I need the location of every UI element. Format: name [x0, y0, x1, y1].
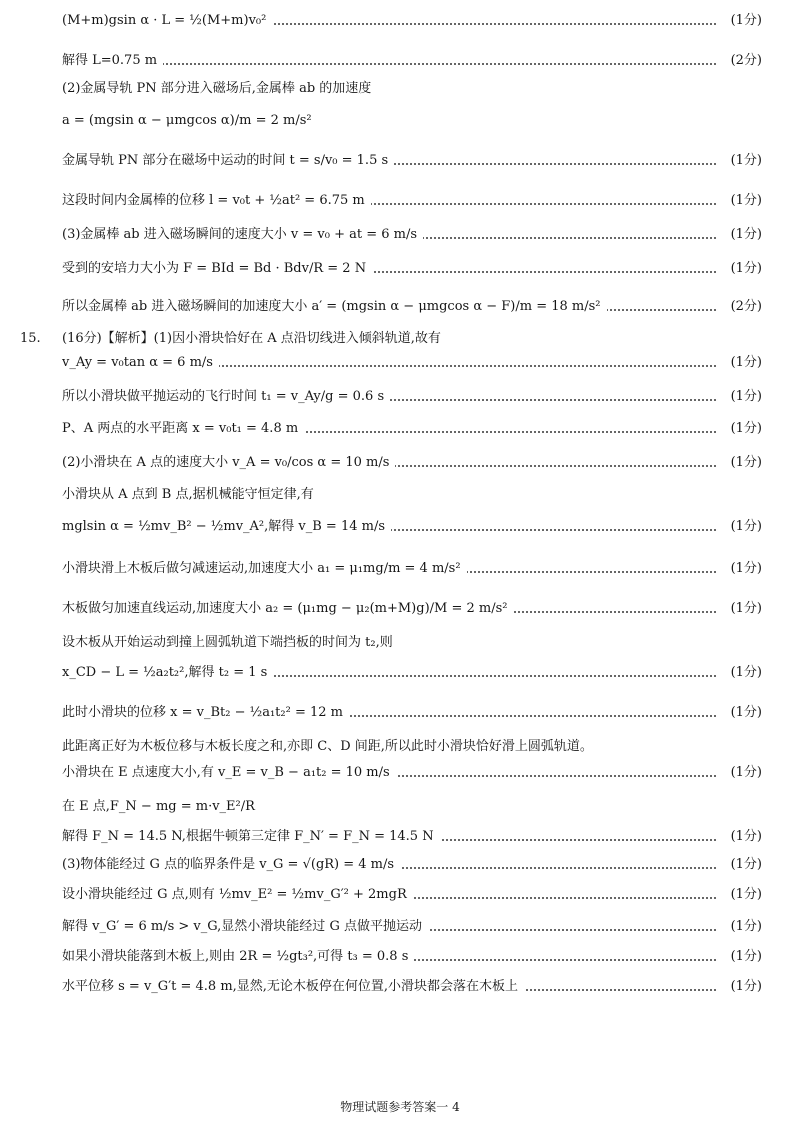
answer-line [62, 148, 762, 172]
answer-line [62, 824, 762, 848]
answer-line-text: 小滑块在 E 点速度大小,有 v_E = v_B − a₁t₂ = 10 m/s [62, 765, 396, 781]
answer-line [62, 294, 762, 318]
answer-line-text: 此时小滑块的位移 x = v_Bt₂ − ½a₁t₂² = 12 m [62, 705, 349, 721]
answer-line-score: (1分) [727, 421, 762, 437]
answer-line-score: (1分) [727, 561, 762, 577]
answer-line [62, 944, 762, 968]
answer-line-text: 解得 F_N = 14.5 N,根据牛顿第三定律 F_N′ = F_N = 14.5 N [62, 829, 440, 845]
answer-line-text: x_CD − L = ½a₂t₂²,解得 t₂ = 1 s [62, 665, 273, 681]
answer-line [62, 8, 762, 32]
answer-line-text: 解得 v_G′ = 6 m/s > v_G,显然小滑块能经过 G 点做平抛运动 [62, 919, 428, 935]
answer-line [62, 416, 762, 440]
answer-line-text: 这段时间内金属棒的位移 l = v₀t + ½at² = 6.75 m [62, 193, 371, 209]
answer-line-text: (2)小滑块在 A 点的速度大小 v_A = v₀/cos α = 10 m/s [62, 455, 395, 471]
question-number-label: 15. [20, 331, 41, 346]
answer-line-text: 小滑块滑上木板后做匀减速运动,加速度大小 a₁ = μ₁mg/m = 4 m/s² [62, 561, 467, 577]
answer-line [62, 188, 762, 212]
answer-line-score: (1分) [727, 355, 762, 371]
answer-line-score: (1分) [727, 765, 762, 781]
answer-line-score: (1分) [727, 705, 762, 721]
answer-line-score: (1分) [727, 519, 762, 535]
answer-line-text: (3)物体能经过 G 点的临界条件是 v_G = √(gR) = 4 m/s [62, 857, 400, 873]
answer-line [62, 974, 762, 998]
answer-line-text: 设木板从开始运动到撞上圆弧轨道下端挡板的时间为 t₂,则 [62, 635, 393, 650]
answer-line [62, 326, 762, 350]
answer-line-score: (1分) [727, 153, 762, 169]
answer-line [62, 482, 762, 506]
answer-line-text: 小滑块从 A 点到 B 点,据机械能守恒定律,有 [62, 487, 314, 502]
answer-line-text: (M+m)gsin α · L = ½(M+m)v₀² [62, 13, 272, 29]
answer-line [62, 596, 762, 620]
answer-line [62, 794, 762, 818]
answer-line-score: (1分) [727, 919, 762, 935]
answer-line-score: (1分) [727, 193, 762, 209]
answer-line [62, 108, 762, 132]
answer-line-text: 解得 L=0.75 m [62, 53, 163, 69]
answer-line-text: 水平位移 s = v_G′t = 4.8 m,显然,无论木板停在何位置,小滑块都会落在木板上 [62, 979, 524, 995]
answer-line-text: (16分)【解析】(1)因小滑块恰好在 A 点沿切线进入倾斜轨道,故有 [62, 331, 441, 346]
answer-line-score: (1分) [727, 949, 762, 965]
answer-line-score: (1分) [727, 979, 762, 995]
answer-line-score: (1分) [727, 601, 762, 617]
answer-line [62, 48, 762, 72]
answer-line [62, 384, 762, 408]
answer-line-text: 所以金属棒 ab 进入磁场瞬间的加速度大小 a′ = (mgsin α − μmgcos α − F)/m = 18 m/s² [62, 299, 607, 315]
answer-line-score: (1分) [727, 857, 762, 873]
answer-line-text: mglsin α = ½mv_B² − ½mv_A²,解得 v_B = 14 m/s [62, 519, 391, 535]
answer-line [62, 660, 762, 684]
answer-line [62, 222, 762, 246]
answer-line [62, 630, 762, 654]
answer-line-text: 此距离正好为木板位移与木板长度之和,亦即 C、D 间距,所以此时小滑块恰好滑上圆弧轨道。 [62, 739, 593, 754]
answer-line [62, 760, 762, 784]
answer-line-text: (2)金属导轨 PN 部分进入磁场后,金属棒 ab 的加速度 [62, 81, 372, 96]
answer-line [62, 882, 762, 906]
answer-line-text: a = (mgsin α − μmgcos α)/m = 2 m/s² [62, 113, 312, 128]
answer-line [62, 256, 762, 280]
answer-line [62, 76, 762, 100]
answer-line [62, 734, 762, 758]
answer-line [62, 514, 762, 538]
answer-line-score: (2分) [727, 53, 762, 69]
answer-line [62, 450, 762, 474]
answer-line-text: 在 E 点,F_N − mg = m·v_E²/R [62, 799, 255, 814]
answer-line-text: v_Ay = v₀tan α = 6 m/s [62, 355, 219, 371]
answer-line [62, 350, 762, 374]
answer-line [62, 556, 762, 580]
answer-line-text: 木板做匀加速直线运动,加速度大小 a₂ = (μ₁mg − μ₂(m+M)g)/M = 2 m/s² [62, 601, 514, 617]
answer-line [62, 914, 762, 938]
answer-line [62, 852, 762, 876]
answer-line [62, 700, 762, 724]
answer-line-score: (1分) [727, 455, 762, 471]
answer-line-score: (1分) [727, 261, 762, 277]
answer-line-text: P、A 两点的水平距离 x = v₀t₁ = 4.8 m [62, 421, 304, 437]
answer-line-text: 金属导轨 PN 部分在磁场中运动的时间 t = s/v₀ = 1.5 s [62, 153, 394, 169]
answer-line-score: (1分) [727, 13, 762, 29]
answer-line-text: 受到的安培力大小为 F = BId = Bd · Bdv/R = 2 N [62, 261, 372, 277]
answer-line-score: (1分) [727, 389, 762, 405]
answer-line-score: (1分) [727, 829, 762, 845]
answer-line-score: (1分) [727, 887, 762, 903]
page-footer: 物理试题参考答案一 4 [340, 1100, 460, 1114]
answer-line-text: 设小滑块能经过 G 点,则有 ½mv_E² = ½mv_G′² + 2mgR [62, 887, 413, 903]
answer-line-text: (3)金属棒 ab 进入磁场瞬间的速度大小 v = v₀ + at = 6 m/s [62, 227, 423, 243]
answer-line-score: (1分) [727, 665, 762, 681]
answer-line-text: 所以小滑块做平抛运动的飞行时间 t₁ = v_Ay/g = 0.6 s [62, 389, 390, 405]
answer-line-score: (2分) [727, 299, 762, 315]
answer-line-text: 如果小滑块能落到木板上,则由 2R = ½gt₃²,可得 t₃ = 0.8 s [62, 949, 414, 965]
answer-line-score: (1分) [727, 227, 762, 243]
